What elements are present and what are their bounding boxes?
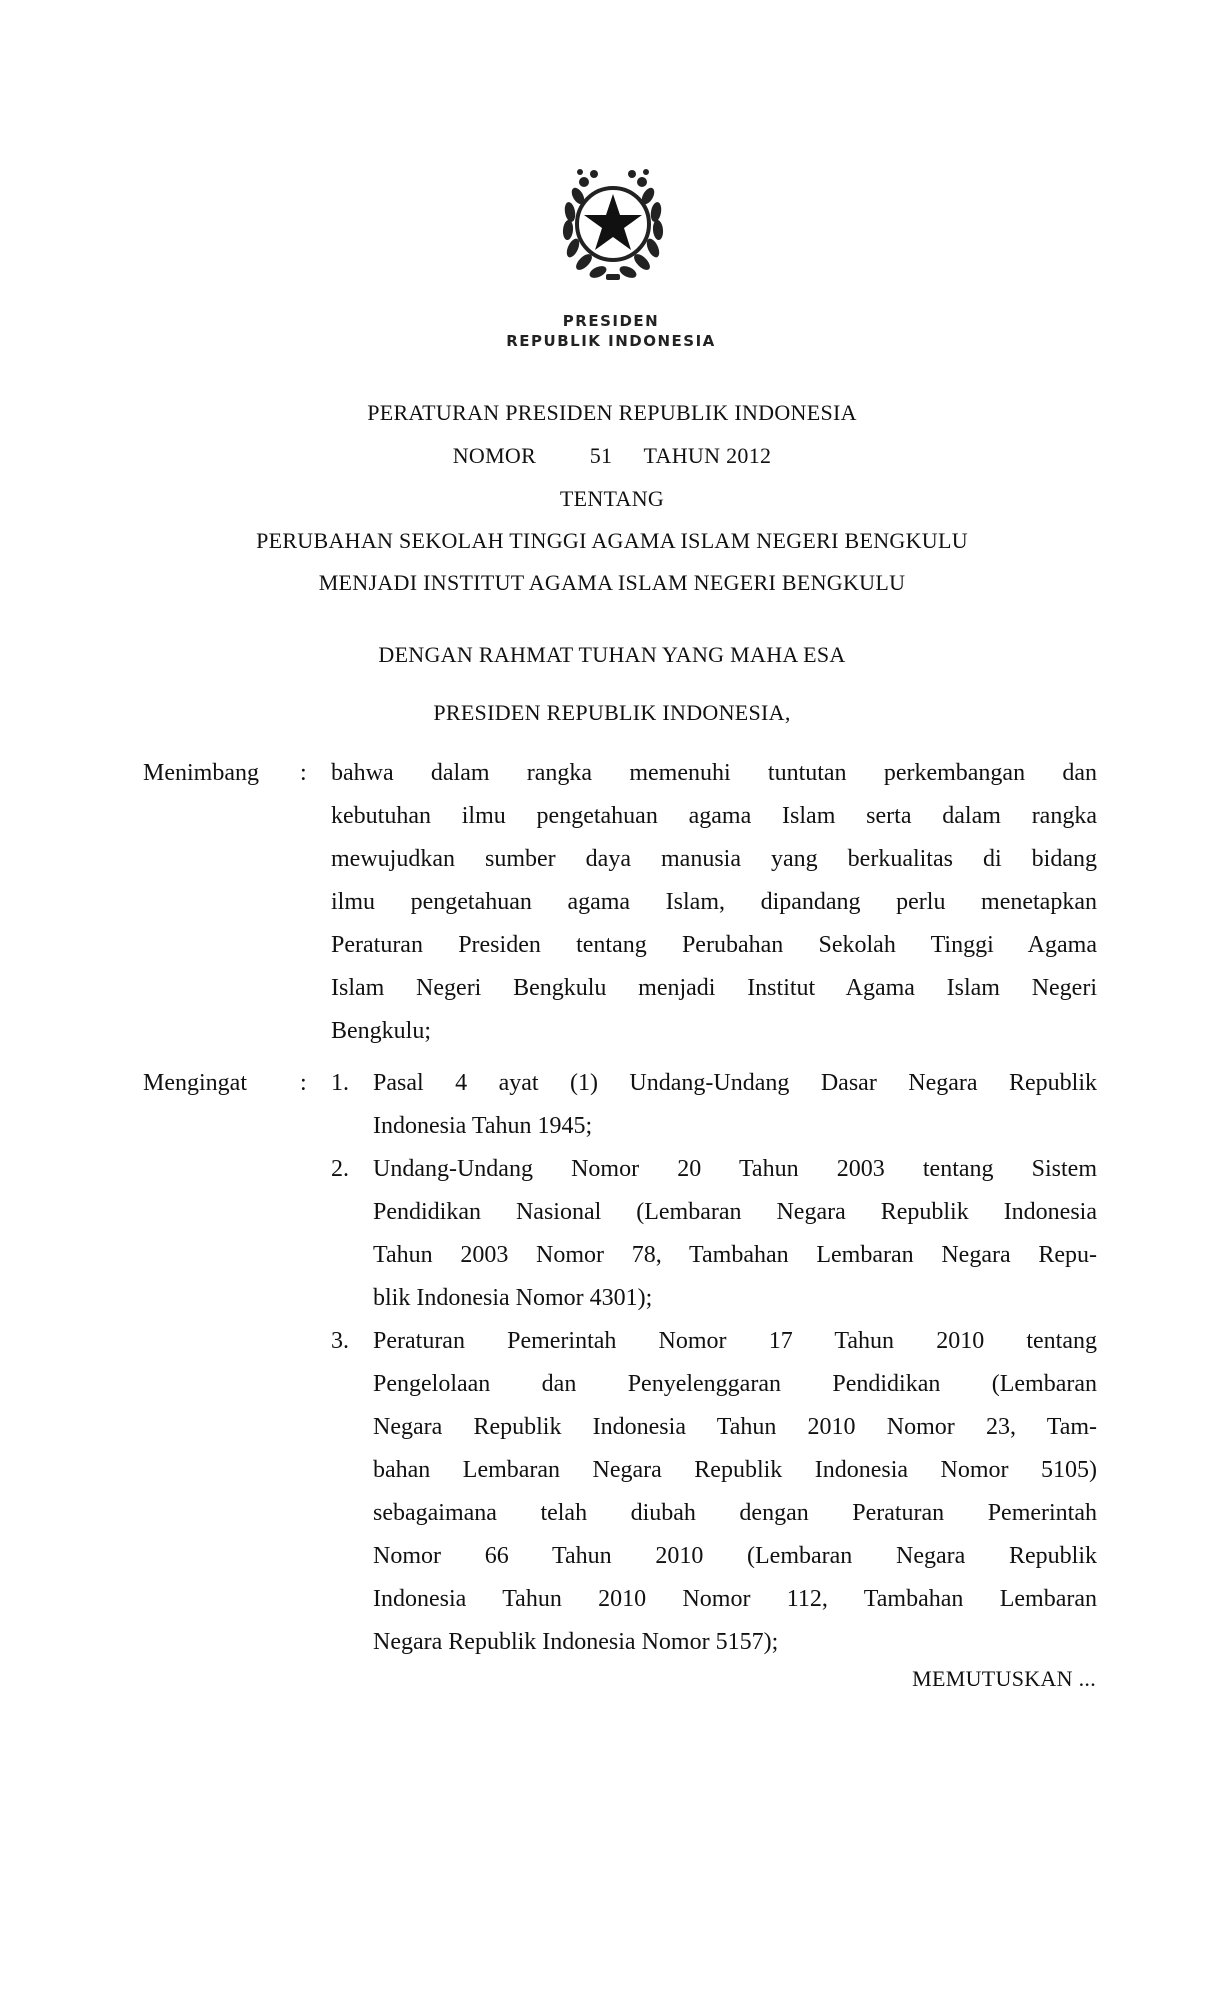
- mengingat-line: Negara Republik Indonesia Nomor 5157);: [373, 1629, 779, 1655]
- mengingat-line: Pendidikan Nasional (Lembaran Negara Republik Indonesia: [373, 1199, 1097, 1225]
- mengingat-item-1: [373, 1062, 1097, 1148]
- menimbang-line: ilmu pengetahuan agama Islam, dipandang perlu menetapkan: [331, 889, 1097, 915]
- nomor-value: 51: [589, 443, 613, 468]
- mengingat-line: bahan Lembaran Negara Republik Indonesia Nomor 5105): [373, 1457, 1097, 1483]
- mengingat-line: Undang-Undang Nomor 20 Tahun 2003 tentang Sistem: [373, 1156, 1097, 1182]
- emblem-title-presiden: PRESIDEN: [562, 312, 660, 330]
- mengingat-line: Negara Republik Indonesia Tahun 2010 Nomor 23, Tam-: [373, 1414, 1097, 1440]
- emblem-title-republik: REPUBLIK INDONESIA: [506, 332, 716, 350]
- emblem: [506, 140, 716, 355]
- mengingat-line: Pasal 4 ayat (1) Undang-Undang Dasar Negara Republik: [373, 1070, 1097, 1096]
- tahun-value: 2012: [726, 443, 772, 468]
- tentang-heading: TENTANG: [559, 486, 665, 511]
- continuation-text: MEMUTUSKAN ...: [912, 1666, 1096, 1691]
- subject-line-2: MENJADI INSTITUT AGAMA ISLAM NEGERI BENGKULU: [318, 570, 906, 595]
- mengingat-line: Nomor 66 Tahun 2010 (Lembaran Negara Republik: [373, 1543, 1097, 1569]
- menimbang-line: Bengkulu;: [331, 1018, 431, 1044]
- subject-line-1: PERUBAHAN SEKOLAH TINGGI AGAMA ISLAM NEGERI BENGKULU: [256, 528, 968, 553]
- mengingat-colon: :: [300, 1070, 307, 1096]
- mengingat-line: Tahun 2003 Nomor 78, Tambahan Lembaran Negara Repu-: [373, 1242, 1097, 1268]
- mengingat-line: sebagaimana telah diubah dengan Peraturan Pemerintah: [373, 1500, 1097, 1526]
- menimbang-line: Islam Negeri Bengkulu menjadi Institut Agama Islam Negeri: [331, 975, 1097, 1001]
- mengingat-item-number: 3.: [331, 1328, 349, 1354]
- regulation-title: PERATURAN PRESIDEN REPUBLIK INDONESIA: [367, 400, 857, 425]
- menimbang-line: bahwa dalam rangka memenuhi tuntutan perkembangan dan: [331, 760, 1097, 786]
- tahun-label: TAHUN: [643, 443, 721, 468]
- mengingat-item-number: 1.: [331, 1070, 349, 1096]
- mengingat-line: Indonesia Tahun 1945;: [373, 1113, 593, 1139]
- menimbang-line: mewujudkan sumber daya manusia yang berkualitas di bidang: [331, 846, 1097, 872]
- nomor-label: NOMOR: [452, 443, 537, 468]
- mengingat-line: Peraturan Pemerintah Nomor 17 Tahun 2010 tentang: [373, 1328, 1097, 1354]
- mengingat-line: blik Indonesia Nomor 4301);: [373, 1285, 653, 1311]
- mengingat-line: Indonesia Tahun 2010 Nomor 112, Tambahan Lembaran: [373, 1586, 1097, 1612]
- rahmat-line: DENGAN RAHMAT TUHAN YANG MAHA ESA: [378, 642, 846, 667]
- mengingat-label: Mengingat: [143, 1070, 247, 1096]
- mengingat-line: Pengelolaan dan Penyelenggaran Pendidikan (Lembaran: [373, 1371, 1097, 1397]
- mengingat-item-number: 2.: [331, 1156, 349, 1182]
- mengingat-item-2: [373, 1148, 1097, 1320]
- menimbang-colon: :: [300, 760, 307, 786]
- regulation-number: [0, 443, 1224, 469]
- menimbang-line: kebutuhan ilmu pengetahuan agama Islam serta dalam rangka: [331, 803, 1097, 829]
- menimbang-line: Peraturan Presiden tentang Perubahan Sekolah Tinggi Agama: [331, 932, 1097, 958]
- menimbang-text: [331, 752, 1097, 1053]
- menimbang-label: Menimbang: [143, 760, 259, 786]
- mengingat-item-3: [373, 1320, 1097, 1664]
- presiden-line: PRESIDEN REPUBLIK INDONESIA,: [433, 700, 791, 725]
- garuda-star-emblem-icon: [556, 160, 670, 284]
